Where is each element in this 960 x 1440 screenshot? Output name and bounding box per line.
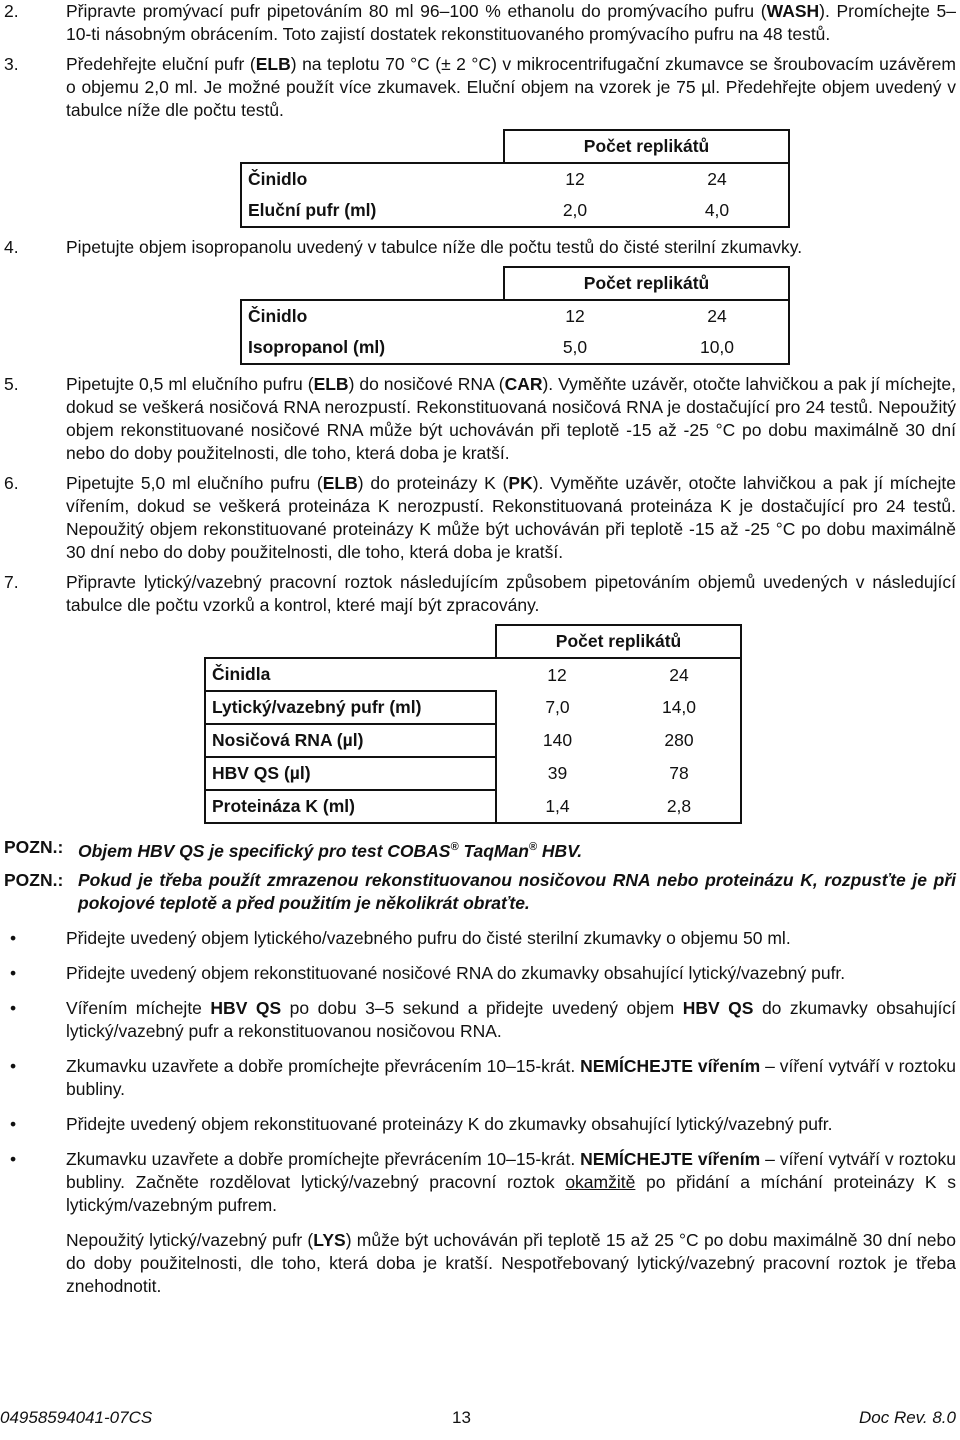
row-label: HBV QS (µl) xyxy=(205,757,496,790)
bullet-text xyxy=(66,1055,960,1101)
bold-run: WASH xyxy=(766,1,820,21)
cell-value: 140 xyxy=(542,730,573,750)
col-label: Činidla xyxy=(205,658,496,691)
note-label: POZN.: xyxy=(4,837,64,857)
bullet-text: Přidejte uvedený objem rekonstituované proteinázy K do zkumavky obsahující lytický/vazebný pufr. xyxy=(66,1113,833,1134)
cell-value: 2,8 xyxy=(618,790,741,823)
step-text: Připravte lytický/vazebný pracovní roztok následujícím způsobem pipetováním objemů uvedených v následující tabulce dle počtu vzorků a kontrol, které mají být zpracovány. xyxy=(66,572,956,615)
text-run: HBV. xyxy=(537,840,583,861)
bold-run: ELB xyxy=(322,473,358,493)
step-2 xyxy=(4,0,960,46)
text-run: Předehřejte eluční pufr ( xyxy=(66,54,256,74)
bold-run: ELB xyxy=(255,54,291,74)
text-run: ) může být uchováván při teplotě 15 až 25 °C po dobu maximálně 30 dní nebo do doby použitelnosti, dle toho, která doba je kratší. Nespotřebovaný lytický/vazebný pracovní roztok je třeba znehodnotit. xyxy=(66,1229,956,1296)
bullet-text: Přidejte uvedený objem lytického/vazebného pufru do čisté sterilní zkumavky o objemu 50 ml. xyxy=(66,927,791,948)
text-run: ). Vyměňte uzávěr, otočte lahvičkou a pak jí míchejte, dokud se veškerá nosičová RNA nerozpustí. Rekonstituovaná nosičová RNA je dostačující pro 24 testů. Nepoužitý objem rekonstituované nosičové RNA může být uchováván při teplotě -15 až -25 °C po dobu maximálně 30 dní nebo do doby použitelnosti, dle toho, která doba je kratší. xyxy=(66,374,956,463)
step-6 xyxy=(4,472,960,564)
bold-run: PK xyxy=(508,473,533,493)
row-label: Eluční pufr (ml) xyxy=(241,195,504,227)
bold-run: HBV QS xyxy=(210,997,282,1018)
text-run: Objem HBV QS je specifický pro test COBAS xyxy=(78,840,451,861)
col-24: 24 xyxy=(646,300,789,332)
table-blank-cell xyxy=(205,625,496,658)
col-24: 24 xyxy=(618,658,741,691)
col-12: 12 xyxy=(504,163,646,195)
text-run: ) do nosičové RNA ( xyxy=(348,374,505,394)
table-blank-cell xyxy=(241,267,504,300)
text-run: ). Promíchejte 5–10-ti násobným obrácením. Toto zajistí dostatek rekonstituovaného promývacího pufru na 48 testů. xyxy=(66,1,956,44)
bold-run: LYS xyxy=(313,1229,346,1250)
row-label: Lytický/vazebný pufr (ml) xyxy=(205,691,496,724)
registered-mark: ® xyxy=(450,841,459,853)
text-run: Vířením míchejte xyxy=(66,997,211,1018)
bullet-mark: • xyxy=(10,997,17,1018)
bullet-mark: • xyxy=(10,927,17,948)
step-7 xyxy=(4,571,960,617)
cell-value: 1,4 xyxy=(496,790,618,823)
table-header: Počet replikátů xyxy=(504,267,789,300)
step-number: 4. xyxy=(4,237,19,257)
step-number: 5. xyxy=(4,374,19,394)
cell-value: 14,0 xyxy=(618,691,741,724)
document-revision: Doc Rev. 8.0 xyxy=(858,1408,956,1427)
table-header: Počet replikátů xyxy=(496,625,741,658)
cell-value: 280 xyxy=(618,724,741,757)
step-number: 3. xyxy=(4,54,19,74)
elution-buffer-table xyxy=(240,129,790,228)
lysis-working-solution-table xyxy=(204,624,742,824)
step-4 xyxy=(4,236,960,259)
row-label: Proteináza K (ml) xyxy=(205,790,496,823)
table-header: Počet replikátů xyxy=(504,130,789,163)
step-text xyxy=(66,53,960,122)
step-text xyxy=(66,373,960,465)
table-blank-cell xyxy=(241,130,504,163)
bullet-mark: • xyxy=(10,1148,17,1169)
row-label: Isopropanol (ml) xyxy=(241,332,504,364)
bullet-3 xyxy=(4,997,960,1043)
bold-run: NEMÍCHEJTE vířením xyxy=(580,1055,761,1076)
col-label: Činidlo xyxy=(241,163,504,195)
text-run: Zkumavku uzavřete a dobře promíchejte převrácením 10–15-krát. xyxy=(66,1055,581,1076)
cell-value: 5,0 xyxy=(504,332,646,364)
bullet-text xyxy=(66,1148,960,1217)
text-run: ) do proteinázy K ( xyxy=(357,473,509,493)
text-run: ) na teplotu 70 °C (± 2 °C) v mikrocentrifugační zkumavce se šroubovacím uzávěrem o objemu 2,0 ml. Je možné použít více zkumavek. Eluční objem na vzorek je 75 µl. Předehřejte objem uvedený v tabulce níže dle počtu testů. xyxy=(66,54,956,120)
bold-run: HBV QS xyxy=(682,997,754,1018)
bullet-5 xyxy=(4,1113,960,1136)
text-run: TaqMan xyxy=(458,840,529,861)
page-number: 13 xyxy=(452,1408,471,1427)
note-1 xyxy=(4,836,960,863)
bold-run: CAR xyxy=(504,374,543,394)
text-run: ). Vyměňte uzávěr, otočte lahvičkou a pak jí míchejte vířením, dokud se veškerá proteináza K nerozpustí. Rekonstituovaná proteináza K je dostačující pro 24 testů. Nepoužitý objem rekonstituované proteinázy K může být uchováván při teplotě -15 až -25 °C po dobu maximálně 30 dní nebo do doby použitelnosti, dle toho, která doba je kratší. xyxy=(66,473,956,562)
col-label: Činidlo xyxy=(241,300,504,332)
step-number: 2. xyxy=(4,1,19,21)
bullet-1 xyxy=(4,927,960,950)
bold-run: ELB xyxy=(313,374,349,394)
bullet-mark: • xyxy=(10,962,17,983)
step-text xyxy=(66,0,960,46)
text-run: – víření vytváří v roztoku bubliny. xyxy=(66,1055,957,1099)
step-3 xyxy=(4,53,960,122)
bullet-mark: • xyxy=(10,1055,17,1076)
cell-value: 78 xyxy=(618,757,741,790)
step-text xyxy=(66,472,960,564)
col-24: 24 xyxy=(646,163,789,195)
bullet-text: Přidejte uvedený objem rekonstituované nosičové RNA do zkumavky obsahující lytický/vazebný pufr. xyxy=(66,962,846,983)
cell-value: 10,0 xyxy=(646,332,789,364)
underlined-run: okamžitě xyxy=(565,1171,636,1192)
bullet-4 xyxy=(4,1055,960,1101)
step-text: Pipetujte objem isopropanolu uvedený v tabulce níže dle počtu testů do čisté sterilní zkumavky. xyxy=(66,237,803,257)
step-5 xyxy=(4,373,960,465)
cell-value: 4,0 xyxy=(646,195,789,227)
text-run: Nepoužitý lytický/vazebný pufr ( xyxy=(66,1229,314,1250)
note-2 xyxy=(4,869,960,915)
content xyxy=(4,0,960,1298)
cell-value: 7,0 xyxy=(545,697,570,717)
text-run: do zkumavky obsahující lytický/vazebný pufr a rekonstituovanou nosičovou RNA. xyxy=(66,997,956,1041)
text-run: po přidání a míchání proteinázy K s lytickým/vazebným pufrem. xyxy=(66,1171,956,1215)
col-12: 12 xyxy=(496,658,618,691)
text-run: Pipetujte 0,5 ml elučního pufru ( xyxy=(66,374,314,394)
isopropanol-table xyxy=(240,266,790,365)
bullet-text xyxy=(66,997,960,1043)
text-run: po dobu 3–5 sekund a přidejte uvedený objem xyxy=(281,997,683,1018)
storage-paragraph xyxy=(66,1229,960,1298)
bullet-6 xyxy=(4,1148,960,1217)
bullet-2 xyxy=(4,962,960,985)
note-text xyxy=(78,836,960,863)
step-number: 7. xyxy=(4,572,19,592)
step-number: 6. xyxy=(4,473,19,493)
registered-mark: ® xyxy=(528,841,538,853)
note-text: Pokud je třeba použít zmrazenou rekonstituovanou nosičovou RNA nebo proteinázu K, rozpusťte je při pokojové teplotě a před použitím je několikrát obraťte. xyxy=(78,869,956,913)
note-label: POZN.: xyxy=(4,869,64,890)
text-run: Připravte promývací pufr pipetováním 80 ml 96–100 % ethanolu do promývacího pufru ( xyxy=(66,1,767,21)
row-label: Nosičová RNA (µl) xyxy=(205,724,496,757)
text-run: Zkumavku uzavřete a dobře promíchejte převrácením 10–15-krát. xyxy=(66,1148,581,1169)
cell-value: 2,0 xyxy=(504,195,646,227)
col-12: 12 xyxy=(504,300,646,332)
bold-run: NEMÍCHEJTE vířením xyxy=(580,1148,761,1169)
cell-value: 39 xyxy=(547,763,568,783)
document-number: 04958594041-07CS xyxy=(0,1408,153,1427)
text-run: Pipetujte 5,0 ml elučního pufru ( xyxy=(66,473,323,493)
text-run: – víření vytváří v roztoku bubliny. Začněte rozdělovat lytický/vazebný pracovní roztok xyxy=(66,1148,957,1192)
bullet-mark: • xyxy=(10,1113,17,1134)
